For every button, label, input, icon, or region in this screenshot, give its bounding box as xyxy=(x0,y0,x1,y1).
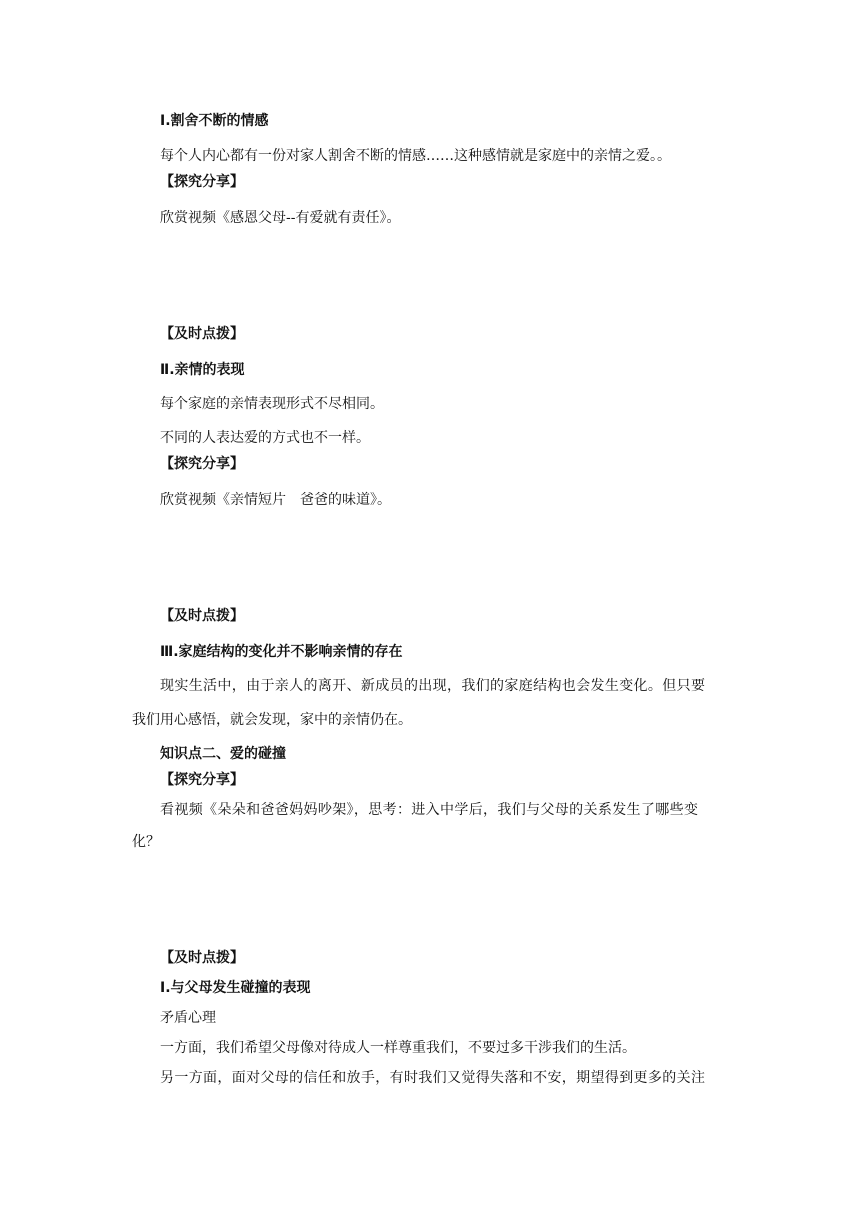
section2-tip-label: 【及时点拨】 xyxy=(160,608,244,624)
section2-line2: 不同的人表达爱的方式也不一样。 xyxy=(160,430,370,446)
section1-text: 每个人内心都有一份对家人割舍不断的情感……这种感情就是家庭中的亲情之爱。。 xyxy=(160,148,671,164)
section2-explore-text: 欣赏视频《亲情短片 爸爸的味道》。 xyxy=(160,492,391,508)
knowledge2-tip-label: 【及时点拨】 xyxy=(160,950,244,966)
knowledge2-heading: 知识点二、爱的碰撞 xyxy=(160,746,286,762)
knowledge2-explore-line1: 看视频《朵朵和爸爸妈妈吵架》，思考：进入中学后，我们与父母的关系发生了哪些变 xyxy=(160,802,699,818)
section1-explore-label: 【探究分享】 xyxy=(160,174,244,190)
knowledge2-line1: 矛盾心理 xyxy=(160,1010,216,1026)
knowledge2-explore-label: 【探究分享】 xyxy=(160,772,244,788)
section3-para-line2: 我们用心感悟，就会发现，家中的亲情仍在。 xyxy=(132,712,412,728)
section2-explore-label: 【探究分享】 xyxy=(160,456,244,472)
section2-heading: Ⅱ.亲情的表现 xyxy=(160,362,245,378)
knowledge2-explore-line2: 化？ xyxy=(132,834,160,850)
section1-tip-label: 【及时点拨】 xyxy=(160,326,244,342)
section1-explore-text: 欣赏视频《感恩父母--有爱就有责任》。 xyxy=(160,210,401,226)
knowledge2-sub-heading: Ⅰ.与父母发生碰撞的表现 xyxy=(160,980,311,996)
section2-line1: 每个家庭的亲情表现形式不尽相同。 xyxy=(160,396,384,412)
knowledge2-line3: 另一方面，面对父母的信任和放手，有时我们又觉得失落和不安，期望得到更多的关注 xyxy=(160,1070,706,1086)
knowledge2-line2: 一方面，我们希望父母像对待成人一样尊重我们，不要过多干涉我们的生活。 xyxy=(160,1040,636,1056)
section1-heading: Ⅰ.割舍不断的情感 xyxy=(160,113,269,129)
section3-para-line1: 现实生活中，由于亲人的离开、新成员的出现，我们的家庭结构也会发生变化。但只要 xyxy=(160,678,706,694)
section3-heading: Ⅲ.家庭结构的变化并不影响亲情的存在 xyxy=(160,644,403,660)
